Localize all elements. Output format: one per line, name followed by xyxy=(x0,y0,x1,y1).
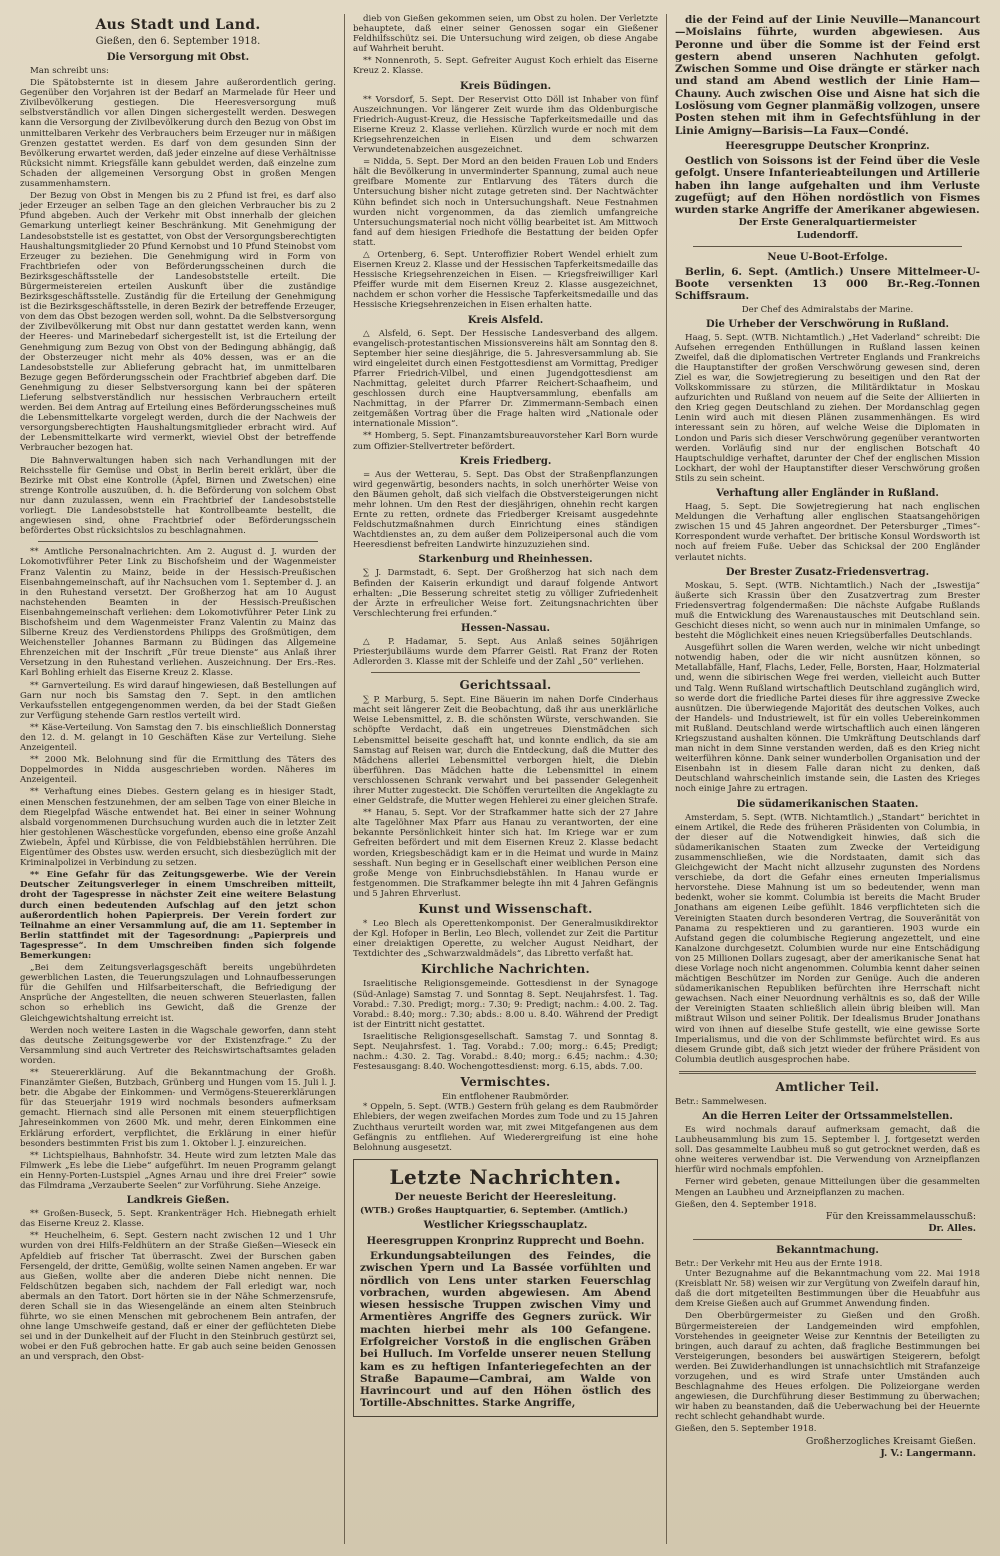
official-text: Ferner wird gebeten, genaue Mitteilungen über die gesammelten Mengen an Laubheu und Arzneipflanzen zu machen. xyxy=(675,1177,980,1198)
divider xyxy=(371,672,640,673)
kirchliche-title: Kirchliche Nachrichten. xyxy=(421,962,590,977)
news-note: △ Alsfeld, 6. Sept. Der Hessische Landesverband des allgem. evangelisch-protestantischen Missionsvereins hält am Sonntag den 8. September hier seine diesjährige, die 5. Jahresversammlung ab. Sie wird eingeleitet durch einen Festgottesdienst am Vormittag, Prediger Pfarrer Friedrich-Vilbel, und einen Jugendgottesdienst am Nachmittag, geleitet durch Pfarrer Reichert-Schaafheim, und geschlossen durch eine Hauptversammlung, ebenfalls am Nachmittag, in der Pfarrer Dr. Zimmermann-Sembach einen zeitgemäßen Vortrag über die Frage halten wird „Nationale oder internationale Mission“. xyxy=(353,328,658,430)
news-note: Amsterdam, 5. Sept. (WTB. Nichtamtlich.) „Standart“ berichtet in einem Artikel, die Rede des früheren Präsidenten von Columbia, in der dieser auf die Notwendigkeit hinwies, daß sich die südamerikanischen Staaten zum Zwecke der Verteidigung zusammenschließen, wie die Nordstaaten, damit sich das Gleichgewicht der Macht nicht allzusehr zugunsten des Nordens verschiebe, da dort die Gefahr eines erneuten Imperialismus hervorstehe. Diese Mahnung ist um so bedeutender, wenn man bedenkt, woher sie kommt. Columbia ist bereits die Macht Bruder Jonathans am eigenen Leibe gefühlt. 1846 verpflichteten sich die Vereinigten Staaten durch besonderen Vertrag, die Souveränität von Panama zu respektieren und zu garantieren. 1903 wurde ein Aufstand gegen die columbische Regierung angezettelt, und eine Kanalzone durchgesetzt. Columbien wurde nur eine Entschädigung von 25 Millionen Dollars zugesagt, aber der amerikanische Senat hat diese Vorlage noch nicht angenommen. Columbia kennt daher seinen mächtigen Beschützer im Norden zur Genüge. Auch die anderen südamerikanischen Republiken befürchten ihre Herrschaft nicht gewachsen. Nach einer Neuordnung verhältnis es so, daß der Wille der Vereinigten Staaten schließlich allein übrig bleiben will. Man mißtraut Wilson und seiner Politik. Der Idealismus Bruder Jonathans wird von ihnen auf dieselbe Stufe gestellt, wie eine gewisse Sorte Imperialismus, und die von der Schlimmste befürchtet wird. Es aus diesem Grunde gibt, daß sich jetzt wieder der frühere Präsident von Columbia deutlich ausgesprochen habe. xyxy=(675,812,980,1065)
news-note: * Leo Blech als Operettenkomponist. Der Generalmusikdirektor der Kgl. Hofoper in Berlin, Leo Blech, vollendet zur Zeit die Partitur einer dreiaktigen Operette, zu welcher August Neidhart, der Textdichter des „Schwarzwaldmädels“, das Libretto verfaßt hat. xyxy=(353,919,658,960)
official-title: Amtlicher Teil. xyxy=(775,1079,880,1094)
starkenburg-title: Starkenburg und Rheinhessen. xyxy=(418,554,593,566)
latest-news-text: Erkundungsabteilungen des Feindes, die zwischen Ypern und La Bassée vorfühlten und nördlich von Lens unter starken Feuerschlag vorbrachen, wurden abgewiesen. Am Abend wiesen hessische Truppen zwischen Vimy und Armentières Angriffe des Gegners zurück. Wir machten hierbei mehr als 100 Gefangene. Erfolgreicher Vorstoß in die englischen Gräben bei Hulluch. Im Vorfelde unserer neuen Stellung kam es zu heftigen Infanteriegefechten an der Straße Bapaume—Cambrai, am Walde von Havrincourt und auf den Höhen östlich des Tortille-Abschnittes. Starke Angriffe, xyxy=(360,1249,651,1410)
news-note: ** Käse-Verteilung. Von Samstag den 7. bis einschließlich Donnerstag den 12. d. M. gelangt in 10 Geschäften Käse zur Verteilung. Siehe Anzeigenteil. xyxy=(20,722,336,754)
official-date: Gießen, den 4. September 1918. xyxy=(675,1199,817,1210)
news-note: Ausgeführt sollen die Waren werden, welche wir nicht unbedingt notwendig haben, oder die wir nicht ausnützen können, so Metallabfälle, Hanf, Flachs, Leder, Felle, Borsten, Haar, Holzmaterial und, wenn die sibirischen Wege frei werden, vielleicht auch Butter und Talg. Wenn Rußland wirtschaftlich Deutschland zugänglich wird, so werde dort die friedliche Partei dieses für ihre aggressive Zwecke ausnützen. Die überwiegende Majorität des deutschen Volkes, auch der Handels- und Industriewelt, ist für ein volles Uebereinkommen mit Rußland. Deutschland werde wirtschaftlich auch einen längeren Kriegszustand aushalten können. Die Umkräftung Deutschlands darf man nicht in dem Sinne verstanden werden, daß es den Krieg nicht weiterführen könne. Dank seiner wunderbollen Organisation und der Eisenbahn ist in diesem Falle daran nicht zu denken, daß Deutschland wahrscheinlich imstande sein, die Lasten des Krieges noch einige Jahre zu ertragen. xyxy=(675,643,980,795)
bekanntmachung-text: Den Oberbürgermeister zu Gießen und den Großh. Bürgermeistereien der Landgemeinden wird empfohlen, Vorstehendes in geeigneter Weise zur Kenntnis der Beteiligten zu bringen, auch darauf zu achten, daß fragliche Bestimmungen bei Versteigerungen, besonders bei auswärtigen Steigerern, befolgt werden. Bei Zuwiderhandlungen ist unnachsichtlich mit Strafanzeige vorzugehen, und es wird Strafe unter Umständen auch Beschlagnahme des Heues erfolgen. Die Polizeiorgane werden angewiesen, die Durchführung dieser Bestimmung zu überwachen; wir haben zu beanstanden, daß die Ueberwachung bei der Heuernte recht schlecht gehandhabt wurde. xyxy=(675,1311,980,1423)
section-title: Aus Stadt und Land. xyxy=(95,17,261,33)
news-note: ** Nonnenroth, 5. Sept. Gefreiter August Koch erhielt das Eiserne Kreuz 2. Klasse. xyxy=(353,56,658,77)
paragraph: Der Bezug von Obst in Mengen bis zu 2 Pfund ist frei, es darf also jeder Erzeuger an selben Tage an den gleichen Verbraucher bis zu 2 Pfund abgeben. Auch der Verkehr mit Obst innerhalb der gleichen Gemarkung unterliegt keiner Beschränkung. Mit Genehmigung der Landesobststelle ist es gestattet, von Obst der Versorgungsberechtigten Haushaltungsmitglieder 20 Pfund Kernobst und 10 Pfund Steinobst vom Erzeuger zu beziehen. Die Genehmigung wird in Form von Frachtbriefen oder von Beförderungsscheinen durch die Bezirksgeschäftsstelle der Landesobststelle erteilt. Die Bürgermeistereien erteilen Auskunft über die zuständige Bezirksgeschäftsstelle. Zuständig für die Erteilung der Genehmigung ist die Bezirksgeschäftsstelle, in deren Bezirk der betreffende Erzeuger, von dem das Obst bezogen werden soll, wohnt. Da die Selbstversorgung der Zivilbevölkerung mit Obst nur dann gestattet werden kann, wenn der Heeres- und Marinebedarf sichergestellt ist, ist die Erteilung der Genehmigung zum Bezug von Obst von der Bedingung abhängig, daß der Obsterzeuger nicht mehr als 40% dessen, was er an die Landesobststelle zur Ablieferung gebracht hat, im unmittelbaren Bezuge gegen Beförderungsschein oder Frachtbrief abgeben darf. Die Genehmigung zu dieser Selbstversorgung kann bei der späteren Lieferung selbstverständlich nur hessischen Verbrauchern erteilt werden. Bei dem Antrag auf Erteilung eines Beförderungsscheines muß die Lebensmittelkarte vorgelegt werden, durch die der Nachweis der versorgungsberechtigten Haushaltungsmitglieder erbracht wird. Auf der Lebensmittelkarte wird vermerkt, wieviel Obst der betreffende Verbraucher bezogen hat. xyxy=(20,191,336,454)
news-note: Haag, 5. Sept. (WTB. Nichtamtlich.) „Het Vaderland“ schreibt: Die Aufsehen erregenden Enthüllungen in Rußland lassen keinen Zweifel, daß die diplomatischen Vertreter Englands und Frankreichs die Hauptanstifter der großen Verschwörung gewesen sind, deren Ziel es war, die Sowjetregierung zu beseitigen und den Rat der Volkskommissare zu stürzen, die Militärdiktatur in Moskau aufzurichten und Rußland von neuem auf die Seite der Alliierten in den Krieg gegen Deutschland zu ziehen. Der Mordanschlag gegen Lenin wird auch mit diesen Plänen zusammenhängen. Es wird interessant sein zu hören, auf welche Weise die Diplomaten in London und Paris sich dieser Verschwörung gegenüber verantworten werden. Vorläufig sind nur der englischen Botschaft 40 Hauptschuldige verhaftet, darunter der Chef der englischen Mission Lockhart, der wohl der Hauptanstifter dieser Verschwörung großen Stils zu sein scheint. xyxy=(675,332,980,484)
news-note: Moskau, 5. Sept. (WTB. Nichtamtlich.) Nach der „Iswestija“ äußerte sich Krassin über den Zusatzvertrag zum Brester Friedensvertrag folgendermaßen: Die nächste Aufgabe Rußlands muß die Entwicklung des Warenaustausches mit Deutschland sein. Geschicht dieses nicht, so wenn auch nur in minimalen Umfange, so besteht die Möglichkeit eines neuen Kriegsüberfalles Deutschlands. xyxy=(675,580,980,642)
news-note: ∑ P. Marburg, 5. Sept. Eine Bäuerin im nahen Dorfe Cinderhaus macht seit längerer Zeit die Beobachtung, daß ihr aus unerklärliche Weise Lebensmittel, z. B. die schönsten Würste, verschwanden. Sie schöpfte Verdacht, daß ein ungetreues Dienstmädchen sich Lebensmittel beiseite geschafft hat, und konnte endlich, da sie am Samstag auf Reisen war, durch die Entdeckung, daß die Mutter des Mädchens allerlei Lebensmittel verborgen hielt, die Diebin überführen. Das Mädchen hatte die Lebensmittel in einem verschlossenen Schrank verwahrt und bei passender Gelegenheit ihrer Mutter zugesteckt. Die Schöffen verurteilten die Angeklagte zu einer Geldstrafe, die Mutter wegen Hehlerei zu einer gleichen Strafe. xyxy=(353,695,658,807)
divider xyxy=(693,1239,962,1240)
bekanntmachung-subject: Betr.: Der Verkehr mit Heu aus der Ernte 1918. xyxy=(675,1258,883,1269)
latest-news-continued: die der Feind auf der Linie Neuville—Manancourt—Moislains führte, wurden abgewiesen. Aus Peronne und über die Somme ist der Feind erst gestern abend unseren Nachhuten gefolgt. Zwischen Somme und Oise drängte er stärker nach und stand am Abend westlich der Linie Ham—Chauny. Auch zwischen Oise und Aisne hat sich die Loslösung vom Gegner planmäßig vollzogen, unsere Posten stehen mit ihm in Gefechtsfühlung in der Linie Amigny—Barisis—La Faux—Condé. xyxy=(675,14,980,137)
brest-title: Der Brester Zusatz-Friedensvertrag. xyxy=(725,566,930,578)
news-note: * Oppeln, 5. Sept. (WTB.) Gestern früh gelang es dem Raubmörder Ehlebiers, der wegen zweifachen Mordes zum Tode und zu 15 Jahren Zuchthaus verurteilt worden war, mit zwei Mitgefangenen aus dem Gefängnis zu entfliehen. Auf Wiederergreifung ist eine hohe Belohnung ausgesetzt. xyxy=(353,1102,658,1153)
uboot-text: Berlin, 6. Sept. (Amtlich.) Unsere Mittelmeer-U-Boote versenkten 13 000 Br.-Reg.-Tonnen Schiffsraum. xyxy=(675,265,980,303)
kreis-buedingen-title: Kreis Büdingen. xyxy=(459,80,552,92)
vermischtes-subtitle: Ein entflohener Raubmörder. xyxy=(441,1092,570,1103)
gerichtssaal-title: Gerichtssaal. xyxy=(459,678,552,693)
paragraph: Die Spätobsternte ist in diesem Jahre außerordentlich gering. Gegenüber den Vorjahren ist der Bedarf an Marmelade für Heer und Zivilbevölkerung gestiegen. Die Heeresversorgung muß selbstverständlich vor allen Dingen sichergestellt werden. Deswegen kann die Versorgung der Zivilbevölkerung durch den Bezug von Obst im unmittelbaren Verkehr des Verbrauchers beim Erzeuger nur in mäßigen Grenzen gestattet werden. Es darf von dem gesunden Sinn der Bevölkerung erwartet werden, daß jeder einzelne auf diese Verhältnisse Rücksicht nimmt. Kriegsfälle kann gebuldet werden, daß einzelne zum Schaden der allgemeinen Versorgung Obst in großen Mengen zusammenhamstern. xyxy=(20,78,336,190)
news-note: Israelitische Religionsgesellschaft. Samstag 7. und Sonntag 8. Sept. Neujahrsfest. 1. Tag. Vorabd.: 7.00; morg.: 6.45; Predigt; nachm.: 4.30. 2. Tag. Vorabd.: 8.40; morg.: 6.45; nachm.: 4.30; Festesausgang: 8.40. Wochengottesdienst: morg. 6.15, abds. 7.00. xyxy=(353,1031,658,1073)
kronprinz-title: Heeresgruppe Deutscher Kronprinz. xyxy=(725,140,930,152)
news-note: △ Ortenberg, 6. Sept. Unteroffizier Robert Wendel erhielt zum Eisernen Kreuz 2. Klasse und der Hessischen Tapferkeitsmedaille das Hessische Kriegsehrenzeichen in Eisen. — Kriegsfreiwilliger Karl Pfeiffer wurde mit dem Eisernen Kreuz 2. Klasse ausgezeichnet, nachdem er schon vorher die Hessische Tapferkeitsmedaille und das Hessische Kriegsehrenzeichen in Eisen erhalten hatte. xyxy=(353,249,658,311)
landkreis-title: Landkreis Gießen. xyxy=(126,1195,230,1207)
hessen-nassau-title: Hessen-Nassau. xyxy=(461,622,550,634)
divider xyxy=(693,246,962,247)
news-note: ** Heuchelheim, 6. Sept. Gestern nacht zwischen 12 und 1 Uhr wurden von drei Hilfs-Feldhütern an der Straße Gießen—Wieseck ein Apfeldieb auf frischer Tat überrascht. Zwei der Burschen gaben Fersengeld, der dritte, Gemüßig, wollte seinen Namen angeben. Er war aus Gießen, wollte aber die anderen Diebe nicht nennen. Die Feldschützen begaben sich, nachdem der Fall erledigt war, noch abermals an den Tatort. Dort hörten sie in der Nähe Schmerzensrufe, deren Schall sie in das Wiesengelände an einem alten Steinbruch führte, wo sie einen Menschen mit gebrochenem Bein antrafen, der ohne lange Umschweife gestand, daß er einer der geflüchteten Diebe sei und in der Dunkelheit auf der Flucht in den Steinbruch gestürzt sei, wobei er den Fuß gebrochen hatte. Er gab auch seine beiden Genossen an und versprach, den Obst- xyxy=(20,1231,336,1363)
arrest-title: Verhaftung aller Engländer in Rußland. xyxy=(716,488,939,500)
paragraph: Die Bahnverwaltungen haben sich nach Verhandlungen mit der Reichsstelle für Gemüse und Obst in Berlin bereit erklärt, über die Bezirke mit Obst eine Kontrolle (Äpfel, Birnen und Zwetschen) eine strenge Kontrolle auszuüben, d. h. die Beförderung von solchem Obst nur dann zuzulassen, wenn ein Frachtbrief der Landesobststelle vorliegt. Die Landesobststelle hat Kontrollbeamte bestellt, die angewiesen sind, ohne Frachtbrief oder Beförderungsschein befördertes Obst rücksichtslos zu beschlagnahmen. xyxy=(20,455,336,537)
latest-news-source: (WTB.) Großes Hauptquartier, 6. September. (Amtlich.) xyxy=(360,1205,628,1216)
news-note: ** Vorsdorf, 5. Sept. Der Reservist Otto Döll ist Inhaber von fünf Auszeichnungen. Vor längerer Zeit wurde ihm das Oldenburgische Friedrich-August-Kreuz, die Hessische Tapferkeitsmedaille und das Eiserne Kreuz 2. Klasse verliehen. Kürzlich wurde er noch mit dem Kriegsehrenzeichen in Eisen und dem schwarzen Verwundetenabzeichen ausgezeichnet. xyxy=(353,94,658,156)
kreis-friedberg-title: Kreis Friedberg. xyxy=(459,455,552,467)
news-note: Israelitische Religionsgemeinde. Gottesdienst in der Synagoge (Süd-Anlage) Samstag 7. und Sonntag 8. Sept. Neujahrsfest. 1. Tag. Vorabd.: 7.30. Predigt; morg.: 7.30; 9: Predigt; nachm.: 4.00. 2. Tag. Vorabd.: 8.40; morg.: 7.30; abds.: 8.00 u. 8.40. Während der Predigt ist der Eintritt nicht gestattet. xyxy=(353,979,658,1030)
news-note: ** Verhaftung eines Diebes. Gestern gelang es in hiesiger Stadt, einen Menschen festzunehmen, der am selben Tage von einer Bleiche in dem Riegelpfad Wäsche entwendet hat. Bei einer in seiner Wohnung alsbald vorgenommenen Durchsuchung wurden auch die in letzter Zeit hier gestohlenen Wäschestücke vorgefunden, ebenso eine große Anzahl Zwiebeln, Äpfel und Kürbisse, die von Feldbiebstählen herrühren. Die Eigentümer des Obstes usw. werden ersucht, sich diesbezüglich mit der Kriminalpolizei in Verbindung zu setzen. xyxy=(20,787,336,869)
paragraph: Man schreibt uns: xyxy=(30,66,109,76)
bekanntmachung-signature: J. V.: Langermann. xyxy=(880,1447,976,1459)
army-group-title: Heeresgruppen Kronprinz Rupprecht und Boehn. xyxy=(366,1235,645,1247)
news-note: ∑ J. Darmstadt, 6. Sept. Der Großherzog hat sich nach dem Befinden der Kaiserin erkundigt und darauf folgende Antwort erhalten: „Die Besserung schreitet stetig zu völliger Zufriedenheit der Ärzte in erfreulicher Weise fort. Zeitungsnachrichten über Verschlechterung frei erfunden.“ xyxy=(353,568,658,619)
news-note: = Nidda, 5. Sept. Der Mord an den beiden Frauen Lob und Enders hält die Bevölkerung in unverminderter Spannung, zumal auch neue greifbare Momente zur Entlarvung des Täters durch die Untersuchung bisher nicht zutage getreten sind. Der Nachtwächter Kühn befindet sich noch in Untersuchungshaft. Neue Festnahmen wurden nicht vorgenommen, da das ziemlich umfangreiche Untersuchungsmaterial noch nicht völlig bearbeitet ist. Am Mittwoch fand auf dem hiesigen Friedhofe die Bestattung der beiden Opfer statt. xyxy=(353,157,658,248)
southamerica-title: Die südamerikanischen Staaten. xyxy=(736,798,919,810)
column-2 xyxy=(344,14,666,1544)
news-note: „Bei dem Zeitungsverlagsgeschäft bereits ungebührdeten gewerblichen Lasten, die Teuerungszulagen und Lohnaufbesserungen für die Gehilfen und Hilfsarbeiterschaft, die Befriedigung der Ansprüche der Angestellten, die neuen schweren Steuerlasten, fallen schon so erheblich ins Gewicht, daß die Grenze der Gleichgewichtshaltung erreicht ist. xyxy=(20,963,336,1024)
latest-news-box xyxy=(353,1159,658,1417)
kronprinz-text: Oestlich von Soissons ist der Feind über die Vesle gefolgt. Unsere Infanterieabteilungen und Artillerie haben ihn lange aufgehalten und ihm Verluste zugefügt; auf den Höhen nordöstlich von Fismes wurden starke Angriffe der Amerikaner abgewiesen. xyxy=(675,154,980,217)
kunst-title: Kunst und Wissenschaft. xyxy=(418,902,593,917)
vermischtes-title: Vermischtes. xyxy=(460,1075,551,1090)
divider xyxy=(679,1071,976,1074)
news-note: ** Hanau, 5. Sept. Vor der Strafkammer hatte sich der 27 Jahre alte Tagelöhner Max Pfarr aus Hanau zu verantworten, der eine bekannte Persönlichkeit hinter sich hat. Im Kriege war er zum Gefreiten befördert und mit dem Eisernen Kreuz 2. Klasse bedacht worden, Kriegsbeschädigt kam er in die Heimat und wurde in Mainz sesshaft. Nun beging er in Gesellschaft einer weiblichen Person eine große Menge von Einbruchsdiebstählen. In Hanau wurde er festgenommen. Die Strafkammer belegte ihn mit 4 Jahren Gefängnis und 5 Jahren Ehrverlust. xyxy=(353,808,658,899)
news-note: ** Garnverteilung. Es wird darauf hingewiesen, daß Bestellungen auf Garn nur noch bis Samstag den 7. Sept. in den amtlichen Verkaufsstellen entgegengenommen werden, da bei der Stadt Gießen zur Verfügung stehende Garn restlos verteilt wird. xyxy=(20,680,336,721)
quartermaster-name: Ludendorff. xyxy=(796,229,859,241)
news-note: Werden noch weitere Lasten in die Wagschale geworfen, dann steht das deutsche Zeitungsgewerbe vor der Existenzfrage.“ Zu der Versammlung sind auch Vertreter des Reichswirtschaftsamtes geladen worden. xyxy=(20,1025,336,1066)
official-subject: Betr.: Sammelwesen. xyxy=(675,1096,767,1107)
news-note: ** Homberg, 5. Sept. Finanzamtsbureauvorsteher Karl Born wurde zum Offizier-Stellvertreter befördert. xyxy=(353,431,658,452)
latest-news-subtitle: Der neueste Bericht der Heeresleitung. xyxy=(394,1191,617,1203)
divider xyxy=(38,541,318,542)
bekanntmachung-text: Unter Bezugnahme auf die Bekanntmachung vom 22. Mai 1918 (Kreisblatt Nr. 58) weisen wir zur Vergütung von Zweifeln darauf hin, daß die dort mitgeteilten Bestimmungen über die Heuabfuhr aus dem Kreise Gießen auch auf Grummet Anwendung finden. xyxy=(675,1269,980,1310)
uboot-title: Neue U-Boot-Erfolge. xyxy=(767,251,888,263)
news-note: ** Amtliche Personalnachrichten. Am 2. August d. J. wurden der Lokomotivführer Peter Link zu Bischofsheim und der Wagenmeister Franz Valentin zu Mainz, beide in der Hessisch-Preußischen Eisenbahngemeinschaft, auf ihr Nachsuchen vom 1. September d. J. an in den Ruhestand versetzt. Der Großherzog hat am 10 August nachstehenden Beamten in der Hessisch-Preußischen Eisenbahngemeinschaft verliehen: dem Lokomotivführer Peter Link zu Bischofsheim und dem Wagenmeister Franz Valentin zu Mainz das Silberne Kreuz des Verdienstordens Philipps des Großmütigen, dem Weichensteller Johannes Barmann zu Büdingen das Allgemeine Ehrenzeichen mit der Inschrift „Für treue Dienste“ aus Anlaß ihrer Versetzung in den Ruhestand verliehen. Auszeichnung. Der Ers.-Res. Karl Bohling erhielt das Eiserne Kreuz 2. Klasse. xyxy=(20,547,336,679)
news-note: Haag, 5. Sept. Die Sowjetregierung hat nach englischen Meldungen die Verhaftung aller englischen Staatsangehörigen zwischen 15 und 45 Jahren angeordnet. Der Petersburger „Times“-Korrespondent wurde verhaftet. Der britische Konsul Wordsworth ist noch auf freiem Fuße. Ueber das Schicksal der 200 Engländer verlautet nichts. xyxy=(675,502,980,563)
official-signature-line: Für den Kreissammelausschuß: xyxy=(825,1210,976,1222)
news-note: = Aus der Wetterau, 5. Sept. Das Obst der Straßenpflanzungen wird gegenwärtig, besonders nachts, in solch unerhörter Weise von den Bäumen geholt, daß sich vielfach die Obstversteigerungen nicht mehr lohnen. Um den Rest der diesjährigen, ohnehin recht kargen Ernte zu retten, ordnete das Friedberger Kreisamt ausgedehnte Feldschutzmaßnahmen durch Einrichtung eines ständigen Wachtdienstes an, zu dem außer dem Polizeipersonal auch die vom Heeresdienst befreiten Landwirte hinzuzuziehen sind. xyxy=(353,469,658,551)
bekanntmachung-title: Bekanntmachung. xyxy=(776,1244,879,1256)
official-signature: Dr. Alles. xyxy=(928,1222,976,1234)
dateline: Gießen, den 6. September 1918. xyxy=(95,36,261,47)
column-1 xyxy=(12,14,344,1544)
news-note: ** Eine Gefahr für das Zeitungsgewerbe. Wie der Verein Deutscher Zeitungsverleger in einem Umschreiben mitteilt, droht der Tagespresse in nächster Zeit eine weitere Belastung durch einen bedeutenden Aufschlag auf den jetzt schon außerordentlich hohen Papierpreis. Der Verein fordert zur Teilnahme an einer Versammlung auf, die am 11. September in Berlin stattfindet mit der Tagesordnung: „Papierpreis und Tagespresse“. In dem Umschreiben finden sich folgende Bemerkungen: xyxy=(20,870,336,961)
bekanntmachung-office: Großherzogliches Kreisamt Gießen. xyxy=(805,1435,976,1447)
bekanntmachung-date: Gießen, den 5. September 1918. xyxy=(675,1424,817,1435)
news-note: △ P. Hadamar, 5. Sept. Aus Anlaß seines 50jährigen Priesterjubiläums wurde dem Pfarrer Geistl. Rat Franz der Roten Adlerorden 3. Klasse mit der Schleife und der Zahl „50“ verliehen. xyxy=(353,636,658,668)
kreis-alsfeld-title: Kreis Alsfeld. xyxy=(467,314,544,326)
news-note: ** Steuererklärung. Auf die Bekanntmachung der Großh. Finanzämter Gießen, Butzbach, Grünberg und Hungen vom 15. Juli l. J. betr. die Abgabe der Einkommen- und Vermögens-Steuererklärungen für das Steuerjahr 1919 wird nochmals besonders aufmerksam gemacht. Hiernach sind alle Personen mit einem steuerpflichtigen Jahreseinkommen von 2600 Mk. und mehr, deren Einkommen eine Erklärung erfordert, verpflichtet, die Erklärung in einer hiefür besonders bestimmten Frist bis zum 1. Oktober l. J. einzureichen. xyxy=(20,1068,336,1149)
uboot-sign: Der Chef des Admiralstabs der Marine. xyxy=(741,304,914,315)
paragraph: dieb von Gießen gekommen seien, um Obst zu holen. Der Verletzte behauptete, daß einer seiner Genossen sogar ein Gießener Feldhilfsschütz sei. Die Untersuchung wird zeigen, ob diese Angabe auf Wahrheit beruht. xyxy=(353,14,658,55)
official-subtitle: An die Herren Leiter der Ortssammelstellen. xyxy=(702,1111,953,1122)
column-3 xyxy=(666,14,988,1544)
quartermaster-title: Der Erste Generalquartiermeister xyxy=(738,217,917,229)
news-note: ** 2000 Mk. Belohnung sind für die Ermittlung des Täters des Doppelmordes in Nidda ausgeschrieben worden. Näheres im Anzeigenteil. xyxy=(20,755,336,786)
official-text: Es wird nochmals darauf aufmerksam gemacht, daß die Laubheusammlung bis zum 15. September l. J. fortgesetzt werden soll. Das gesammelte Laubheu muß so gut getrocknet werden, daß es ohne weiteres verwendbar ist. Die Verwendung von Arzneipflanzen hierfür wird nochmals empfohlen. xyxy=(675,1125,980,1176)
latest-news-title: Letzte Nachrichten. xyxy=(389,1164,622,1189)
article-title: Die Versorgung mit Obst. xyxy=(106,52,250,63)
russia-title: Die Urheber der Verschwörung in Rußland. xyxy=(706,318,949,330)
news-note: ** Lichtspielhaus, Bahnhofstr. 34. Heute wird zum letzten Male das Filmwerk „Es lebe die Liebe“ aufgeführt. Im neuen Programm gelangt ein Henny-Porten-Lustspiel „Agnes Arnau und ihre drei Freier“ sowie das Filmdrama „Verzauberte Seelen“ zur Vorführung. Siehe Anzeige. xyxy=(20,1150,336,1192)
news-note: ** Großen-Buseck, 5. Sept. Krankenträger Hch. Hiebnegath erhielt das Eiserne Kreuz 2. Klasse. xyxy=(20,1209,336,1230)
western-front-title: Westlicher Kriegsschauplatz. xyxy=(423,1219,588,1231)
